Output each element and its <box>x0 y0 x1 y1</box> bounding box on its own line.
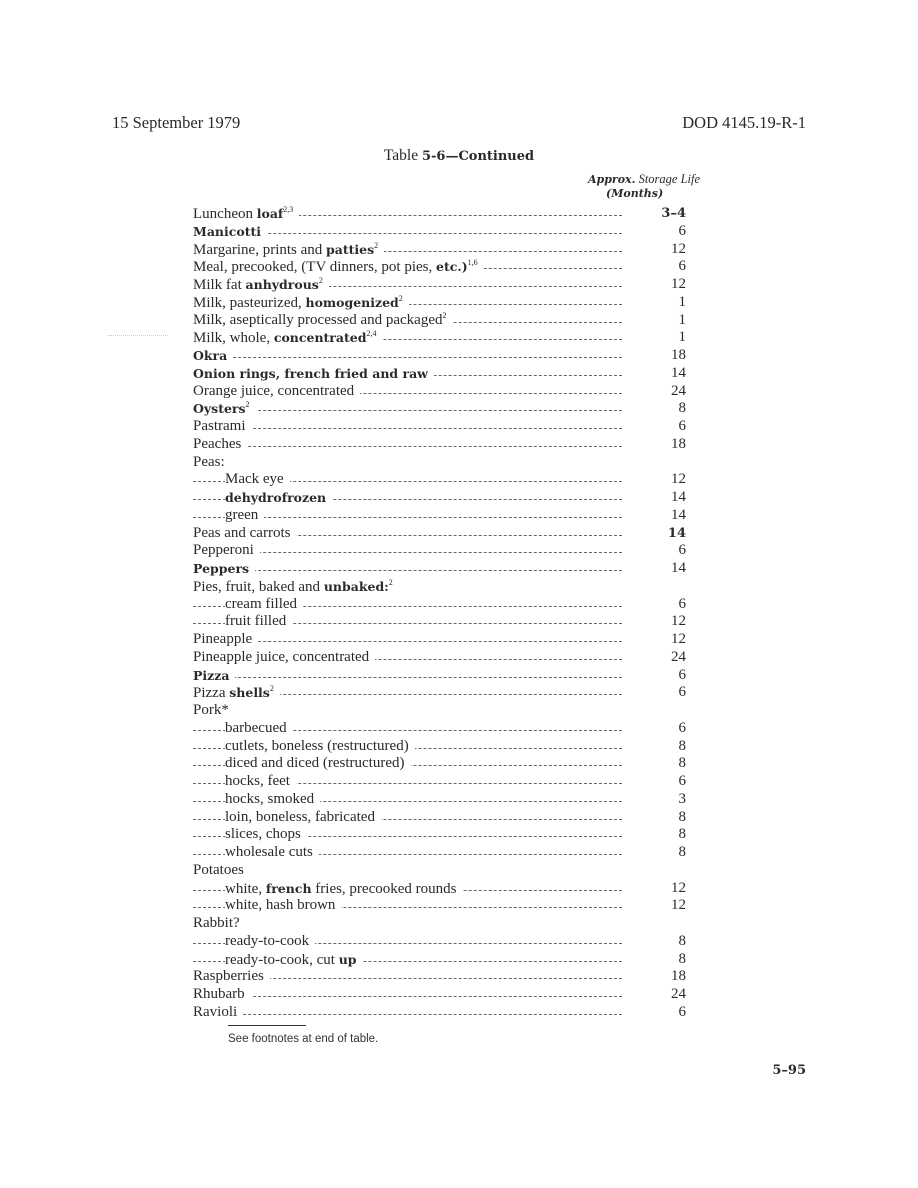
row-label <box>193 560 255 579</box>
row-label-text: hocks, feet <box>225 773 290 789</box>
table-row <box>193 223 690 241</box>
table-row <box>193 951 690 969</box>
table-row <box>193 844 690 862</box>
dot-leader <box>193 428 622 429</box>
scan-artifact <box>108 335 168 342</box>
row-label-bold: Onion rings, french fried and raw <box>193 365 428 381</box>
row-label-text: Mack eye <box>225 471 284 488</box>
row-label <box>193 986 251 1004</box>
row-label-text: diced and diced (restructured) <box>225 755 405 772</box>
table-group-heading <box>193 915 690 933</box>
header-doc-id: DOD 4145.19-R-1 <box>682 113 806 132</box>
dot-leader <box>193 677 622 678</box>
storage-months-value: 6 <box>678 595 686 612</box>
table-row <box>193 631 690 649</box>
storage-months-value: 14 <box>671 506 686 523</box>
footnote-ref: 1,6 <box>467 258 478 268</box>
storage-months-value: 8 <box>678 932 686 949</box>
footnote-ref: 2 <box>318 276 323 285</box>
row-label <box>225 933 315 951</box>
row-label-text: Luncheon <box>193 206 257 222</box>
row-label-text: slices, chops <box>225 826 301 843</box>
row-label-text: Pork* <box>193 702 229 718</box>
table-row <box>193 205 690 223</box>
row-label <box>193 1004 243 1022</box>
row-label <box>225 844 319 862</box>
table-row <box>193 596 690 614</box>
table-row <box>193 880 690 898</box>
row-label-text: Pineapple <box>193 631 253 647</box>
table-row <box>193 276 690 294</box>
storage-months-value: 6 <box>678 719 686 736</box>
row-label-text: cream filled <box>225 595 298 612</box>
row-label-text: Pepperoni <box>193 542 254 559</box>
row-label <box>193 365 434 384</box>
row-label <box>193 205 299 224</box>
row-label <box>193 383 360 401</box>
storage-months-value: 14 <box>671 560 686 576</box>
row-label <box>225 596 303 614</box>
storage-months-value: 6 <box>678 258 686 275</box>
row-label-bold: french <box>265 880 312 896</box>
row-label <box>193 312 453 330</box>
row-label <box>193 347 233 366</box>
row-label <box>193 915 246 933</box>
row-label <box>225 897 341 915</box>
footnote-ref: 2 <box>398 293 403 303</box>
row-label-text: hocks, smoked <box>225 790 315 807</box>
table-row <box>193 436 690 454</box>
table-row <box>193 613 690 631</box>
storage-months-value: 18 <box>671 347 686 363</box>
row-label-bold: Okra <box>193 348 228 363</box>
header-date: 15 September 1979 <box>112 113 241 132</box>
column-header-approx: Approx. <box>588 173 636 186</box>
row-label-bold: Manicotti <box>193 223 262 239</box>
footnote-ref: 2 <box>269 684 274 694</box>
row-label <box>193 400 256 419</box>
row-label <box>225 880 463 899</box>
row-label <box>193 862 250 880</box>
row-label <box>225 951 363 970</box>
row-label-bold: shells <box>229 685 270 701</box>
table-row <box>193 755 690 773</box>
footnote-ref: 2 <box>388 577 393 587</box>
row-label-text: white, <box>225 880 266 897</box>
row-label-text: green <box>225 506 259 523</box>
row-label-text: Rhubarb <box>193 986 245 1002</box>
storage-months-value: 8 <box>678 737 686 754</box>
storage-months-value: 8 <box>678 950 686 967</box>
storage-months-value: 14 <box>667 525 686 541</box>
storage-months-value: 8 <box>678 400 686 417</box>
row-label-text: ready-to-cook, cut <box>225 951 339 968</box>
footnote-rule <box>228 1025 306 1026</box>
column-header-storage-life: Storage Life <box>635 172 701 186</box>
row-label <box>193 418 252 436</box>
table-title-prefix: Table <box>383 147 422 164</box>
row-label-after: fries, precooked rounds <box>311 880 457 897</box>
row-label-bold: dehydrofrozen <box>225 490 327 505</box>
table-group-heading <box>193 454 690 472</box>
storage-months-value: 8 <box>678 808 686 825</box>
row-label-bold: loaf <box>256 206 284 221</box>
storage-months-value: 12 <box>671 276 686 292</box>
storage-months-value: 12 <box>671 240 686 257</box>
dot-leader <box>193 357 622 358</box>
row-label <box>225 471 290 489</box>
row-label-bold: unbaked: <box>323 578 389 594</box>
storage-months-value: 6 <box>678 418 686 434</box>
row-label-bold: anhydrous <box>245 277 319 292</box>
table-row <box>193 347 690 365</box>
row-label <box>225 773 296 791</box>
row-label-text: cutlets, boneless (restructured) <box>225 737 409 754</box>
storage-life-table <box>193 205 690 1022</box>
row-label <box>193 631 258 649</box>
row-label <box>225 507 264 525</box>
row-label <box>225 791 320 809</box>
storage-months-value: 1 <box>678 293 686 310</box>
row-label-text: Milk, pasteurized, <box>193 294 306 311</box>
row-label <box>193 223 267 242</box>
table-row <box>193 258 690 276</box>
table-row <box>193 560 690 578</box>
storage-months-value: 6 <box>678 773 686 789</box>
footnote-ref: 2,3 <box>283 205 294 214</box>
row-label-bold: homogenized <box>305 294 399 310</box>
row-label <box>225 738 415 756</box>
dot-leader <box>193 570 622 571</box>
row-label <box>225 720 293 738</box>
row-label <box>193 276 329 295</box>
row-label-bold: Peppers <box>193 561 250 576</box>
row-label-text: barbecued <box>225 719 287 736</box>
row-label-text: Pastrami <box>193 418 246 434</box>
table-row <box>193 383 690 401</box>
page-number: 5–95 <box>772 1063 806 1078</box>
row-label-bold: concentrated <box>273 330 367 346</box>
table-row <box>193 471 690 489</box>
row-label-text: Rabbit? <box>193 915 240 931</box>
table-row <box>193 773 690 791</box>
table-row <box>193 791 690 809</box>
row-label <box>193 525 296 543</box>
column-header <box>588 172 700 201</box>
row-label-text: Milk, aseptically processed and packaged <box>193 311 443 328</box>
row-label-text: Pineapple juice, concentrated <box>193 648 370 665</box>
table-row <box>193 418 690 436</box>
table-row <box>193 241 690 259</box>
dot-leader <box>193 996 622 997</box>
table-row <box>193 738 690 756</box>
row-label <box>225 755 411 773</box>
storage-months-value: 8 <box>678 826 686 843</box>
row-label-text: fruit filled <box>225 613 287 630</box>
table-row <box>193 525 690 543</box>
storage-months-value: 18 <box>671 968 686 985</box>
footnote-ref: 2 <box>245 400 250 410</box>
table-row <box>193 649 690 667</box>
table-row <box>193 667 690 685</box>
column-header-months: (Months) <box>606 187 664 200</box>
row-label <box>225 613 292 631</box>
row-label-text: Raspberries <box>193 968 264 985</box>
row-label-text: Peas and carrots <box>193 524 291 541</box>
storage-months-value: 12 <box>671 613 686 630</box>
storage-months-value: 8 <box>678 844 686 860</box>
row-label <box>193 454 231 472</box>
row-label <box>193 436 247 454</box>
dot-leader <box>193 446 622 447</box>
dot-leader <box>193 1014 622 1015</box>
storage-months-value: 12 <box>671 879 686 896</box>
table-group-heading <box>193 702 690 720</box>
table-row <box>193 826 690 844</box>
row-label <box>193 649 375 667</box>
storage-months-value: 6 <box>678 666 686 683</box>
row-label-bold: up <box>338 951 357 967</box>
row-label-text: Peas: <box>193 453 225 470</box>
footnote-ref: 2 <box>374 240 379 250</box>
row-label-text: Milk fat <box>193 277 246 293</box>
row-label <box>193 578 399 597</box>
row-label <box>193 684 280 703</box>
row-label <box>193 258 484 277</box>
storage-months-value: 3–4 <box>661 206 686 221</box>
table-row <box>193 684 690 702</box>
row-label-text: Pies, fruit, baked and <box>193 578 324 595</box>
table-group-heading <box>193 578 690 596</box>
row-label-text: Pizza <box>193 685 230 702</box>
row-label <box>193 241 384 260</box>
row-label-text: Orange juice, concentrated <box>193 382 355 399</box>
table-row <box>193 809 690 827</box>
storage-months-value: 12 <box>671 631 686 647</box>
storage-months-value: 14 <box>671 489 686 505</box>
table-row <box>193 507 690 525</box>
row-label <box>225 809 381 827</box>
dot-leader <box>193 410 622 411</box>
table-row <box>193 933 690 951</box>
row-label <box>225 826 307 844</box>
table-row <box>193 542 690 560</box>
row-label-text: Margarine, prints and <box>193 241 327 258</box>
table-row <box>193 294 690 312</box>
row-label-text: Peaches <box>193 435 242 452</box>
storage-months-value: 14 <box>671 364 686 381</box>
storage-months-value: 8 <box>678 755 686 772</box>
footnote-ref: 2 <box>442 310 447 320</box>
row-label-bold: etc.) <box>436 259 468 275</box>
row-label-text: Potatoes <box>193 861 244 878</box>
row-label-text: loin, boneless, fabricated <box>225 808 375 825</box>
storage-months-value: 24 <box>671 382 686 399</box>
column-header-line1 <box>588 172 700 187</box>
row-label <box>193 329 382 348</box>
table-row <box>193 720 690 738</box>
storage-months-value: 1 <box>678 329 686 346</box>
table-row <box>193 365 690 383</box>
row-label <box>193 702 235 720</box>
table-row <box>193 312 690 330</box>
storage-months-value: 18 <box>671 435 686 452</box>
storage-months-value: 3 <box>678 790 686 807</box>
row-label-text: Ravioli <box>193 1003 238 1020</box>
table-row <box>193 1004 690 1022</box>
storage-months-value: 6 <box>678 222 686 239</box>
row-label-text: ready-to-cook <box>225 932 310 949</box>
table-title <box>0 147 918 165</box>
storage-months-value: 1 <box>678 311 686 328</box>
footnote-ref: 2,4 <box>366 329 377 339</box>
storage-months-value: 12 <box>671 897 686 914</box>
row-label-text: wholesale cuts <box>225 844 313 860</box>
row-label <box>193 667 235 686</box>
storage-months-value: 6 <box>678 542 686 559</box>
row-label-bold: patties <box>326 241 375 257</box>
table-title-number: 5-6—Continued <box>421 149 535 164</box>
table-row <box>193 400 690 418</box>
row-label-bold: Pizza <box>193 667 230 683</box>
table-row <box>193 329 690 347</box>
row-label-bold: Oysters <box>193 401 246 417</box>
storage-months-value: 6 <box>678 1003 686 1020</box>
table-row <box>193 986 690 1004</box>
table-group-heading <box>193 862 690 880</box>
row-label <box>193 294 409 313</box>
table-row <box>193 897 690 915</box>
row-label-text: Milk, whole, <box>193 330 274 347</box>
table-row <box>193 489 690 507</box>
storage-months-value: 12 <box>671 471 686 488</box>
row-label <box>193 542 260 560</box>
footnote-text: See footnotes at end of table. <box>228 1033 379 1045</box>
row-label <box>225 489 332 508</box>
storage-months-value: 6 <box>678 684 686 701</box>
row-label-text: Meal, precooked, (TV dinners, pot pies, <box>193 259 436 276</box>
table-row <box>193 968 690 986</box>
storage-months-value: 24 <box>671 986 686 1002</box>
row-label-text: white, hash brown <box>225 897 336 914</box>
storage-months-value: 24 <box>671 648 686 665</box>
row-label <box>193 968 270 986</box>
